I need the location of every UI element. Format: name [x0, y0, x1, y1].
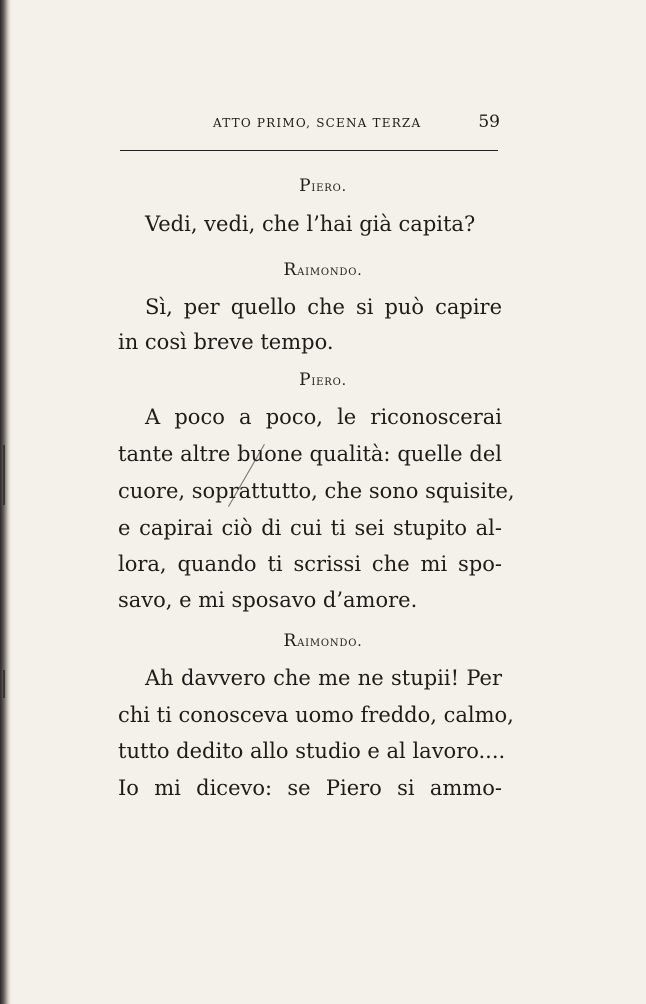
page-header: [118, 112, 500, 142]
edge-mark: [3, 670, 5, 698]
header-rule: [120, 150, 498, 151]
text-line: Io mi dicevo: se Piero si ammo-: [118, 776, 502, 800]
text-line: A poco a poco, le riconoscerai: [145, 405, 502, 429]
speaker-name: Piero.: [299, 370, 347, 390]
text-line: Sì, per quello che si può capire: [145, 295, 502, 319]
text-line: in così breve tempo.: [118, 330, 334, 354]
page-binding-edge: [0, 0, 11, 1004]
edge-mark: [3, 445, 5, 505]
text-line: Vedi, vedi, che l’hai già capita?: [145, 212, 476, 236]
running-title: ATTO PRIMO, SCENA TERZA: [213, 116, 422, 130]
speaker-name: Piero.: [299, 176, 347, 196]
text-line: chi ti conosceva uomo freddo, calmo,: [118, 703, 514, 727]
text-line: e capirai ciò di cui ti sei stupito al-: [118, 516, 502, 540]
page-number: 59: [478, 112, 500, 132]
text-line: tante altre buone qualità: quelle del: [118, 442, 502, 466]
text-line: savo, e mi sposavo d’amore.: [118, 588, 418, 612]
text-line: lora, quando ti scrissi che mi spo-: [118, 552, 502, 576]
text-line: Ah davvero che me ne stupii! Per: [145, 666, 502, 690]
text-line: cuore, soprattutto, che sono squisite,: [118, 479, 515, 503]
speaker-name: Raimondo.: [283, 260, 363, 280]
speaker-name: Raimondo.: [283, 631, 363, 651]
text-line: tutto dedito allo studio e al lavoro....: [118, 739, 506, 763]
